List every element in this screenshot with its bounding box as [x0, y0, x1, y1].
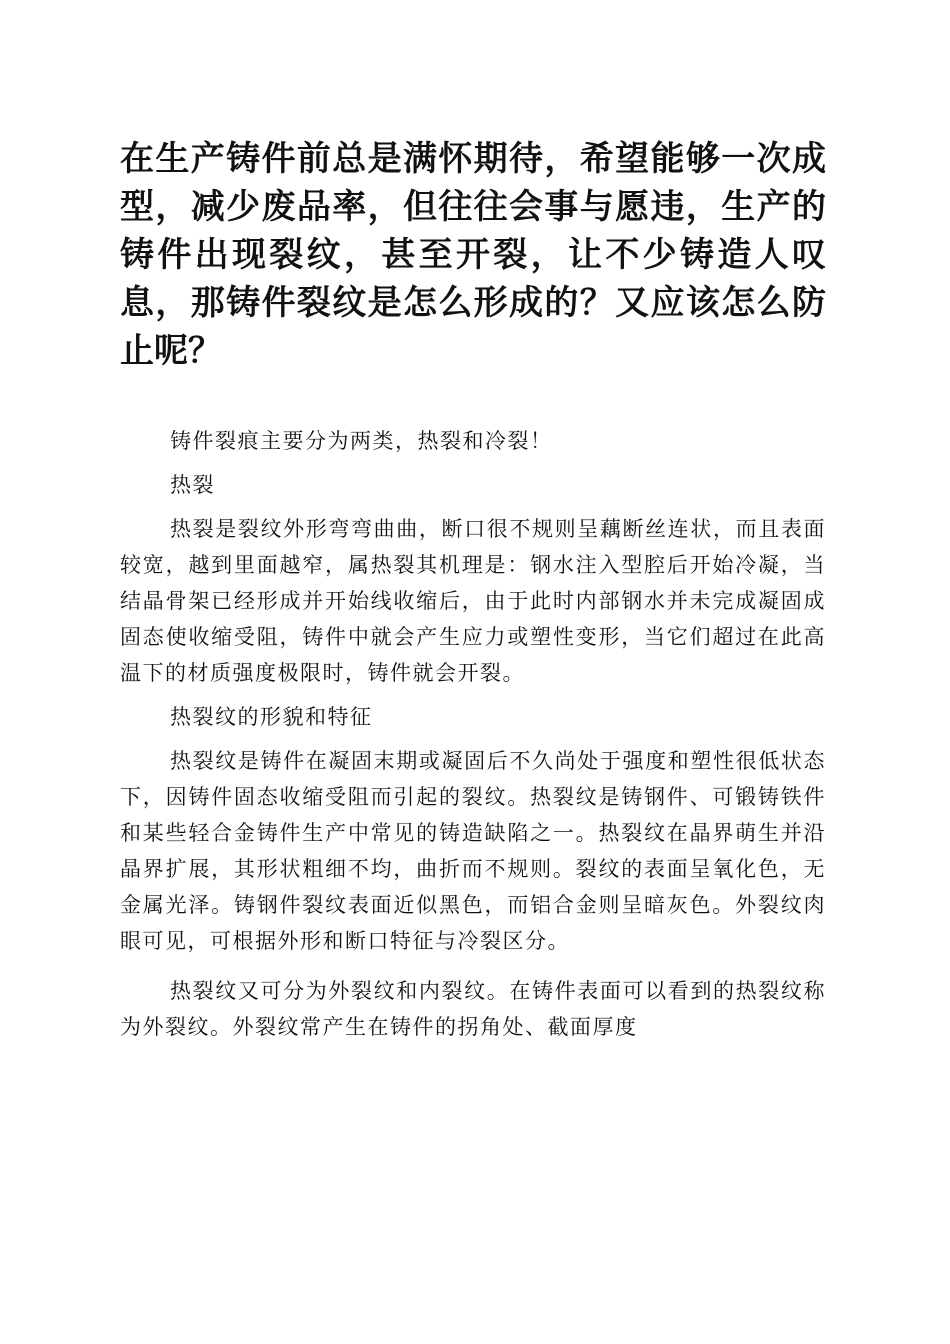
section-heading-features: 热裂纹的形貌和特征 [170, 705, 373, 729]
paragraph-crack-types: 热裂纹又可分为外裂纹和内裂纹。在铸件表面可以看到的热裂纹称为外裂纹。外裂纹常产生在铸件的拐角处、截面厚度 [120, 979, 826, 1039]
document-page [120, 135, 826, 1045]
intro-line: 铸件裂痕主要分为两类，热裂和冷裂！ [170, 429, 553, 453]
section-heading-hot-crack: 热裂 [170, 473, 215, 497]
article-title: 在生产铸件前总是满怀期待，希望能够一次成型，减少废品率，但往往会事与愿违，生产的铸件出现裂纹，甚至开裂，让不少铸造人叹息，那铸件裂纹是怎么形成的？又应该怎么防止呢？ [120, 139, 826, 371]
paragraph-features: 热裂纹是铸件在凝固末期或凝固后不久尚处于强度和塑性很低状态下，因铸件固态收缩受阻而引起的裂纹。热裂纹是铸钢件、可锻铸铁件和某些轻合金铸件生产中常见的铸造缺陷之一。热裂纹在晶界萌生并沿晶界扩展，其形状粗细不均，曲折而不规则。裂纹的表面呈氧化色，无金属光泽。铸钢件裂纹表面近似黑色，而铝合金则呈暗灰色。外裂纹肉眼可见，可根据外形和断口特征与冷裂区分。 [120, 749, 826, 953]
paragraph-hot-crack: 热裂是裂纹外形弯弯曲曲，断口很不规则呈藕断丝连状，而且表面较宽，越到里面越窄，属热裂其机理是：钢水注入型腔后开始冷凝，当结晶骨架已经形成并开始线收缩后，由于此时内部钢水并未完成凝固成固态使收缩受阻，铸件中就会产生应力或塑性变形，当它们超过在此高温下的材质强度极限时，铸件就会开裂。 [120, 517, 826, 685]
